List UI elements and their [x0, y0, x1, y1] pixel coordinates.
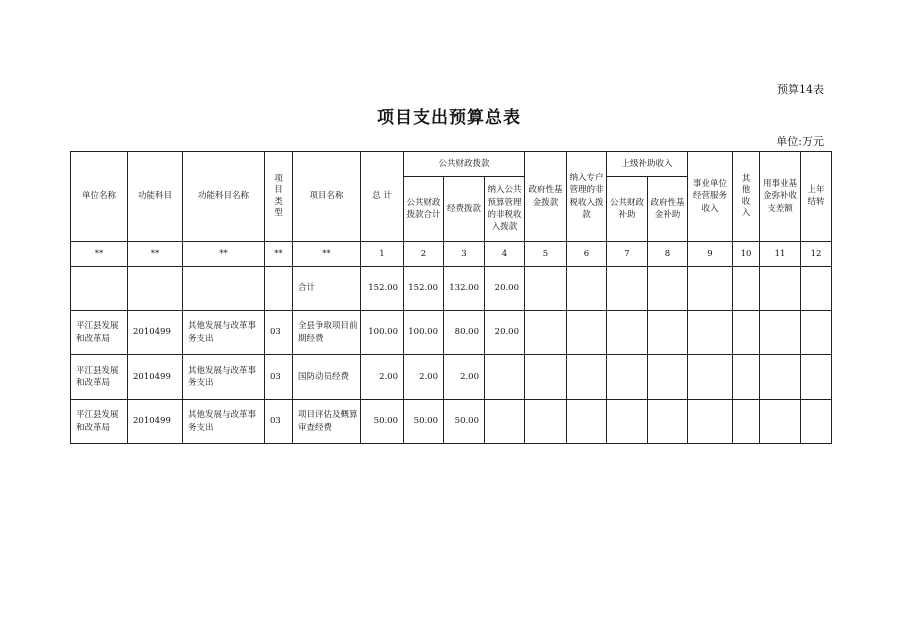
index-row — [71, 242, 832, 267]
cell-func-code: 2010499 — [128, 355, 183, 400]
index-cell: 8 — [648, 242, 688, 267]
col-unit-name: 单位名称 — [71, 152, 128, 242]
cell-proj-name: 合计 — [293, 267, 361, 311]
index-cell: ** — [265, 242, 293, 267]
col-proj-type-cell — [265, 152, 293, 242]
col-carryover-cell — [801, 152, 832, 242]
cell-other — [733, 400, 760, 444]
cell-special-nontax — [567, 267, 607, 311]
cell-total: 152.00 — [361, 267, 404, 311]
col-pf-total: 公共财政拨款合计 — [404, 177, 444, 242]
cell-sup-public — [607, 311, 648, 355]
col-balance: 用事业基金弥补收支差额 — [760, 152, 801, 242]
col-func-name: 功能科目名称 — [183, 152, 265, 242]
cell-sup-gov-fund — [648, 355, 688, 400]
cell-unit-name: 平江县发展和改革局 — [71, 311, 128, 355]
cell-total: 2.00 — [361, 355, 404, 400]
cell-total: 100.00 — [361, 311, 404, 355]
cell-balance — [760, 355, 801, 400]
cell-pf-total: 50.00 — [404, 400, 444, 444]
cell-func-code: 2010499 — [128, 400, 183, 444]
cell-pf-funds: 132.00 — [444, 267, 485, 311]
index-cell: ** — [128, 242, 183, 267]
cell-special-nontax — [567, 400, 607, 444]
index-cell: 2 — [404, 242, 444, 267]
cell-gov-fund — [525, 267, 567, 311]
cell-sup-public — [607, 267, 648, 311]
cell-balance — [760, 311, 801, 355]
cell-pf-nontax — [485, 355, 525, 400]
cell-gov-fund — [525, 355, 567, 400]
cell-pf-funds: 2.00 — [444, 355, 485, 400]
cell-pf-funds: 80.00 — [444, 311, 485, 355]
cell-unit-name: 平江县发展和改革局 — [71, 355, 128, 400]
cell-special-nontax — [567, 311, 607, 355]
cell-proj-name: 全县争取项目前期经费 — [293, 311, 361, 355]
col-proj-name: 项目名称 — [293, 152, 361, 242]
cell-other — [733, 267, 760, 311]
col-business: 事业单位经营服务收入 — [688, 152, 733, 242]
cell-special-nontax — [567, 355, 607, 400]
cell-unit-name — [71, 267, 128, 311]
col-sup-gov-fund: 政府性基金补助 — [648, 177, 688, 242]
cell-sup-gov-fund — [648, 400, 688, 444]
cell-other — [733, 311, 760, 355]
cell-func-name: 其他发展与改革事务支出 — [183, 311, 265, 355]
cell-sup-public — [607, 400, 648, 444]
cell-business — [688, 267, 733, 311]
index-cell: ** — [293, 242, 361, 267]
cell-gov-fund — [525, 400, 567, 444]
cell-func-name: 其他发展与改革事务支出 — [183, 355, 265, 400]
cell-carryover — [801, 400, 832, 444]
index-cell: 5 — [525, 242, 567, 267]
col-special-nontax: 纳入专户管理的非税收入拨款 — [567, 152, 607, 242]
cell-balance — [760, 400, 801, 444]
col-total: 总 计 — [361, 152, 404, 242]
cell-business — [688, 355, 733, 400]
cell-gov-fund — [525, 311, 567, 355]
col-other: 其他收入 — [741, 173, 751, 218]
table-row — [71, 267, 832, 311]
cell-proj-name: 项目评估及概算审查经费 — [293, 400, 361, 444]
col-public-finance: 公共财政拨款 — [404, 152, 525, 177]
index-cell: ** — [71, 242, 128, 267]
col-pf-funds: 经费拨款 — [444, 177, 485, 242]
cell-pf-total: 152.00 — [404, 267, 444, 311]
col-proj-type: 项目类型 — [274, 173, 283, 218]
index-cell: 10 — [733, 242, 760, 267]
cell-sup-public — [607, 355, 648, 400]
cell-pf-nontax — [485, 400, 525, 444]
cell-pf-funds: 50.00 — [444, 400, 485, 444]
table-row — [71, 355, 832, 400]
cell-sup-gov-fund — [648, 267, 688, 311]
cell-func-name: 其他发展与改革事务支出 — [183, 400, 265, 444]
cell-proj-type: 03 — [265, 355, 293, 400]
cell-carryover — [801, 355, 832, 400]
index-cell: ** — [183, 242, 265, 267]
col-pf-nontax: 纳入公共预算管理的非税收入拨款 — [485, 177, 525, 242]
index-cell: 11 — [760, 242, 801, 267]
index-cell: 4 — [485, 242, 525, 267]
page-title: 项目支出预算总表 — [377, 108, 521, 128]
table-number: 预算14表 — [777, 83, 824, 96]
cell-sup-gov-fund — [648, 311, 688, 355]
col-carryover: 上年结转 — [807, 185, 825, 207]
col-gov-fund: 政府性基金拨款 — [525, 152, 567, 242]
index-cell: 3 — [444, 242, 485, 267]
col-superior: 上级补助收入 — [607, 152, 688, 177]
cell-other — [733, 355, 760, 400]
budget-table — [70, 151, 832, 444]
index-cell: 6 — [567, 242, 607, 267]
cell-pf-total: 100.00 — [404, 311, 444, 355]
cell-func-name — [183, 267, 265, 311]
index-cell: 9 — [688, 242, 733, 267]
cell-proj-type: 03 — [265, 400, 293, 444]
cell-pf-nontax: 20.00 — [485, 311, 525, 355]
col-other-cell — [733, 152, 760, 242]
cell-func-code: 2010499 — [128, 311, 183, 355]
cell-proj-type — [265, 267, 293, 311]
unit-label: 单位:万元 — [776, 135, 824, 148]
cell-pf-total: 2.00 — [404, 355, 444, 400]
col-sup-public: 公共财政补助 — [607, 177, 648, 242]
col-func-code: 功能科目 — [128, 152, 183, 242]
cell-func-code — [128, 267, 183, 311]
cell-proj-name: 国防动员经费 — [293, 355, 361, 400]
cell-pf-nontax: 20.00 — [485, 267, 525, 311]
cell-business — [688, 311, 733, 355]
cell-total: 50.00 — [361, 400, 404, 444]
cell-balance — [760, 267, 801, 311]
index-cell: 12 — [801, 242, 832, 267]
cell-proj-type: 03 — [265, 311, 293, 355]
table-row — [71, 400, 832, 444]
index-cell: 1 — [361, 242, 404, 267]
cell-carryover — [801, 267, 832, 311]
table-row — [71, 311, 832, 355]
cell-unit-name: 平江县发展和改革局 — [71, 400, 128, 444]
index-cell: 7 — [607, 242, 648, 267]
cell-carryover — [801, 311, 832, 355]
header-row-1 — [71, 152, 832, 177]
cell-business — [688, 400, 733, 444]
